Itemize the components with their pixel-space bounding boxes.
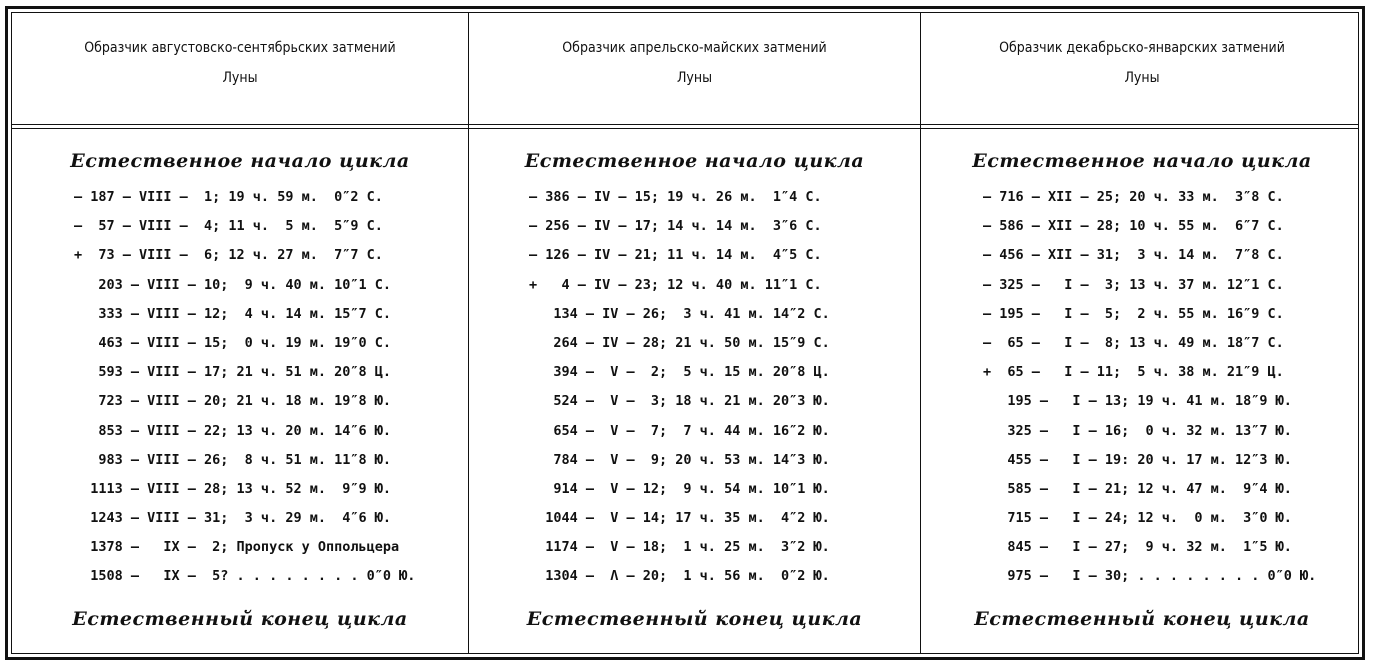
eclipse-row: 715 — I — 24; 12 ч. 0 м. 3″0 Ю.	[983, 510, 1292, 527]
eclipse-row: 654 — V — 7; 7 ч. 44 м. 16″2 Ю.	[529, 422, 830, 439]
column-header-subtitle: Луны	[222, 70, 258, 86]
eclipse-row: 853 — VIII — 22; 13 ч. 20 м. 14″6 Ю.	[74, 422, 391, 439]
column-header-title: Образчик апрельско-майских затмений	[562, 40, 827, 56]
eclipse-row: 1044 — V — 14; 17 ч. 35 м. 4″2 Ю.	[529, 510, 830, 527]
column-3	[921, 13, 1363, 653]
eclipse-row: 975 — I — 30; . . . . . . . . 0″0 Ю.	[983, 568, 1317, 585]
eclipse-row: 1304 — Λ — 20; 1 ч. 56 м. 0″2 Ю.	[529, 568, 830, 585]
eclipse-row: 593 — VIII — 17; 21 ч. 51 м. 20″8 Ц.	[74, 364, 391, 381]
eclipse-row: — 256 — IV — 17; 14 ч. 14 м. 3″6 С.	[529, 218, 822, 235]
table-inner-frame	[11, 12, 1359, 654]
eclipse-row: 264 — IV — 28; 21 ч. 50 м. 15″9 С.	[529, 334, 830, 351]
eclipse-row: 1174 — V — 18; 1 ч. 25 м. 3″2 Ю.	[529, 539, 830, 556]
column-body	[12, 147, 468, 630]
eclipse-row: — 716 — XII — 25; 20 ч. 33 м. 3″8 С.	[983, 189, 1284, 205]
table-frame	[5, 6, 1365, 660]
column-header-subtitle: Луны	[1124, 70, 1160, 86]
eclipse-row: 1378 — IX — 2; Пропуск у Оппольцера	[74, 539, 400, 556]
cycle-end-caption: Естественный конец цикла	[72, 608, 408, 630]
column-header-subtitle: Луны	[676, 70, 713, 86]
eclipse-row: 845 — I — 27; 9 ч. 32 м. 1″5 Ю.	[983, 539, 1292, 556]
eclipse-row: 723 — VIII — 20; 21 ч. 18 м. 19″8 Ю.	[74, 393, 391, 410]
eclipse-row: + 73 — VIII — 6; 12 ч. 27 м. 7″7 С.	[74, 247, 383, 264]
eclipse-list	[12, 183, 468, 592]
eclipse-row: 1508 — IX — 5? . . . . . . . . 0″0 Ю.	[74, 568, 416, 585]
eclipse-row: 325 — I — 16; 0 ч. 32 м. 13″7 Ю.	[983, 422, 1292, 439]
cycle-end-caption: Естественный конец цикла	[526, 608, 863, 630]
eclipse-row: — 65 — I — 8; 13 ч. 49 м. 18″7 С.	[983, 334, 1284, 351]
eclipse-row: 333 — VIII — 12; 4 ч. 14 м. 15″7 С.	[74, 305, 391, 322]
eclipse-row: — 386 — IV — 15; 19 ч. 26 м. 1″4 С.	[529, 189, 822, 205]
eclipse-row: — 187 — VIII — 1; 19 ч. 59 м. 0″2 С.	[74, 189, 383, 205]
eclipse-row: 195 — I — 13; 19 ч. 41 м. 18″9 Ю.	[983, 393, 1292, 410]
column-header	[469, 33, 920, 93]
eclipse-row: 524 — V — 3; 18 ч. 21 м. 20″3 Ю.	[529, 393, 830, 410]
column-2	[469, 13, 920, 653]
eclipse-row: 1243 — VIII — 31; 3 ч. 29 м. 4″6 Ю.	[74, 510, 391, 527]
eclipse-row: — 195 — I — 5; 2 ч. 55 м. 16″9 С.	[983, 305, 1284, 322]
eclipse-row: — 325 — I — 3; 13 ч. 37 м. 12″1 С.	[983, 276, 1284, 293]
eclipse-row: 394 — V — 2; 5 ч. 15 м. 20″8 Ц.	[529, 364, 830, 381]
eclipse-row: 914 — V — 12; 9 ч. 54 м. 10″1 Ю.	[529, 480, 830, 497]
eclipse-row: — 456 — XII — 31; 3 ч. 14 м. 7″8 С.	[983, 247, 1284, 264]
column-header-title: Образчик августовско-сентябрьских затмений	[84, 40, 396, 56]
eclipse-row: + 4 — IV — 23; 12 ч. 40 м. 11″1 С.	[529, 276, 822, 293]
column-1	[12, 13, 468, 653]
cycle-start-caption: Естественное начало цикла	[972, 150, 1312, 172]
eclipse-row: 134 — IV — 26; 3 ч. 41 м. 14″2 С.	[529, 305, 830, 322]
eclipse-row: 983 — VIII — 26; 8 ч. 51 м. 11″8 Ю.	[74, 451, 391, 468]
eclipse-row: + 65 — I — 11; 5 ч. 38 м. 21″9 Ц.	[983, 364, 1284, 381]
column-body	[921, 147, 1363, 630]
cycle-end-caption: Естественный конец цикла	[974, 608, 1310, 630]
eclipse-row: — 126 — IV — 21; 11 ч. 14 м. 4″5 С.	[529, 247, 822, 264]
column-body	[469, 147, 920, 630]
eclipse-row: 463 — VIII — 15; 0 ч. 19 м. 19″0 С.	[74, 334, 391, 351]
column-header-title: Образчик декабрьско-январских затмений	[999, 40, 1285, 56]
column-header	[921, 33, 1363, 93]
column-header	[12, 33, 468, 93]
cycle-start-caption: Естественное начало цикла	[70, 150, 410, 172]
eclipse-row: 1113 — VIII — 28; 13 ч. 52 м. 9″9 Ю.	[74, 480, 391, 497]
eclipse-list	[921, 183, 1363, 592]
eclipse-row: 203 — VIII — 10; 9 ч. 40 м. 10″1 С.	[74, 276, 391, 293]
eclipse-row: — 586 — XII — 28; 10 ч. 55 м. 6″7 С.	[983, 218, 1284, 235]
cycle-start-caption: Естественное начало цикла	[524, 150, 865, 172]
eclipse-list	[469, 183, 920, 592]
eclipse-row: 784 — V — 9; 20 ч. 53 м. 14″3 Ю.	[529, 451, 830, 468]
eclipse-row: 455 — I — 19: 20 ч. 17 м. 12″3 Ю.	[983, 451, 1292, 468]
eclipse-row: 585 — I — 21; 12 ч. 47 м. 9″4 Ю.	[983, 480, 1292, 497]
eclipse-row: — 57 — VIII — 4; 11 ч. 5 м. 5″9 С.	[74, 218, 383, 235]
